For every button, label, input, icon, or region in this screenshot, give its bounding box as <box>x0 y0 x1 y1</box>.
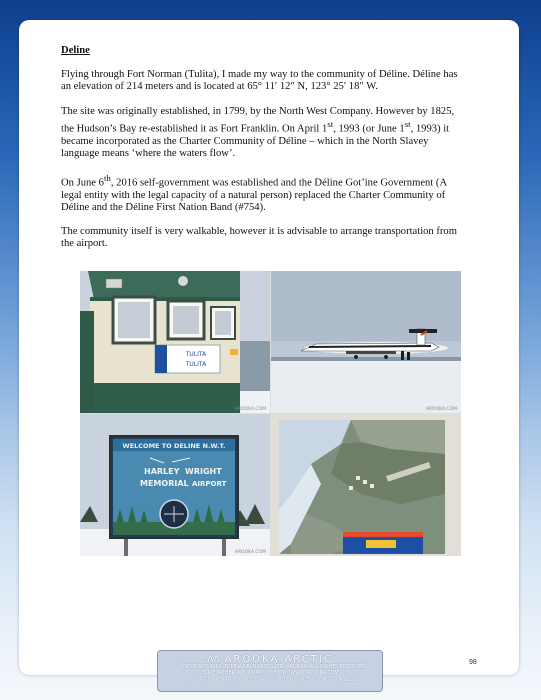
photo-watermark: AROOKA.COM <box>425 407 457 412</box>
footer-brand <box>158 654 382 665</box>
airport-sign-airport-text: AIRPORT <box>192 480 227 488</box>
paragraph-3: On June 6th, 2016 self-government was established and the Déline Got’ine Government (A legal entity with the legal capacity of a natural person) replaced the Charter Community of Déline and the Déline First Nation Band (#754). <box>61 172 447 213</box>
airport-sign-wright-text: WRIGHT <box>185 467 222 476</box>
photo-terminal-building <box>80 271 270 413</box>
arooka-logo-icon: ᐱᐱ <box>207 655 220 665</box>
document-heading: Deline <box>61 45 90 56</box>
airport-sign-memorial-text: MEMORIAL <box>140 479 189 488</box>
photo-grid <box>80 271 461 556</box>
footer-website: FOR FURTHER INFORMATION: HTTP://WWW.AROOKA.COM <box>201 671 339 676</box>
photo-watermark: AROOKA.COM <box>234 407 266 412</box>
footer-brand-text: AROOKA ARCTIC <box>224 654 333 665</box>
paragraph-1: Flying through Fort Norman (Tulita), I made my way to the community of Déline. Déline has an elevation of 214 meters and is located at 65° 11′ 12″ N, 123° 25′ 18″ W. <box>61 69 458 93</box>
document-content <box>61 45 461 263</box>
photo-airplane <box>271 271 461 413</box>
paragraph-4: The community itself is very walkable, however it is advisable to arrange transportation from the airport. <box>61 226 457 250</box>
terminal-sign-text-2: TULITA <box>185 361 207 368</box>
footer-notice: COPYRIGHTED MATERIAL - DO NOT COPY - DO NOT DISTRIBUTE - DO NOT REPRODUCE <box>181 677 359 682</box>
page-number: 98 <box>469 659 477 666</box>
airport-sign-welcome-text: WELCOME TO DELINE N.W.T. <box>122 442 226 450</box>
photo-aerial-view <box>271 414 461 556</box>
terminal-sign-text-1: TULITA <box>185 351 207 358</box>
paragraph-2: The site was originally established, in 1799, by the North West Company. However by 1825, the Hudson’s Bay re-established it as Fort Franklin. On April 1st, 1993 (or June 1st, 1993) it became incorporated as the Charter Community of Déline – which in the North Slavey language means ‘where the waters flow’. <box>61 105 455 159</box>
footer-copyright: © COPYRIGHT 2016, FREE WORLD PRESS LTD. AROOKA. ALL RIGHTS RESERVED. <box>173 665 367 670</box>
photo-airport-sign <box>80 414 270 556</box>
photo-watermark: AROOKA.COM <box>234 550 266 555</box>
footer-banner <box>157 650 383 692</box>
airport-sign-harley-text: HARLEY <box>144 467 180 476</box>
